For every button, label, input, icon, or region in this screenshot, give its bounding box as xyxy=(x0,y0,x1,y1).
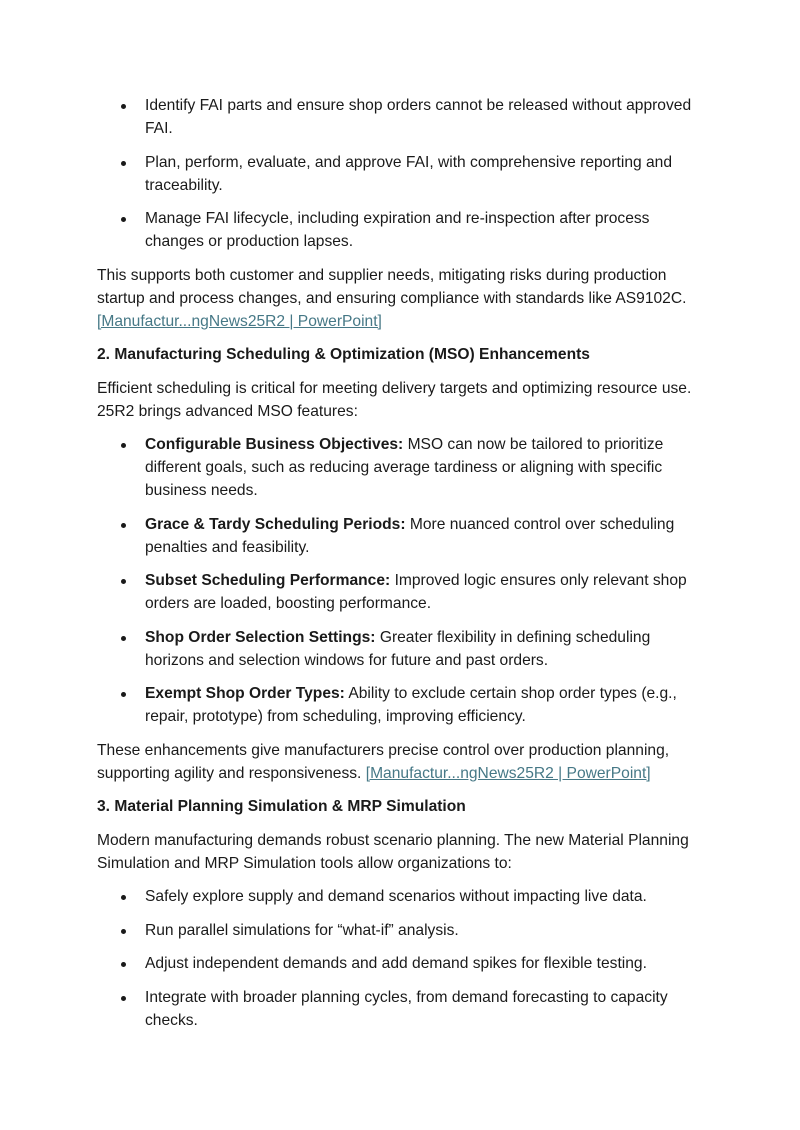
list-item xyxy=(145,626,700,672)
list-item: Adjust independent demands and add demand spikes for flexible testing. xyxy=(145,952,700,975)
list-item: Safely explore supply and demand scenarios without impacting live data. xyxy=(145,885,700,908)
feature-term: Shop Order Selection Settings: xyxy=(145,628,376,646)
list-item: Identify FAI parts and ensure shop orders cannot be released without approved FAI. xyxy=(145,94,700,140)
feature-term: Subset Scheduling Performance: xyxy=(145,572,391,589)
source-link[interactable]: [Manufactur...ngNews25R2 | PowerPoint] xyxy=(365,764,651,782)
mso-intro-paragraph: Efficient scheduling is critical for meeting delivery targets and optimizing resource use. 25R2 brings advanced MSO features: xyxy=(97,379,692,420)
list-item: Integrate with broader planning cycles, from demand forecasting to capacity checks. xyxy=(145,986,700,1032)
feature-text: Improved logic ensures only relevant shop orders are loaded, boosting performance. xyxy=(145,572,687,612)
simulation-intro-paragraph: Modern manufacturing demands robust scenario planning. The new Material Planning Simulation and MRP Simulation tools allow organizations to: xyxy=(97,831,689,872)
simulation-capabilities-list xyxy=(97,885,700,1032)
feature-term: Exempt Shop Order Types: xyxy=(145,685,345,702)
list-item: Run parallel simulations for “what-if” analysis. xyxy=(145,919,700,942)
paragraph-text: This supports both customer and supplier needs, mitigating risks during production startup and process changes, and ensuring compliance with standards like AS9102C. xyxy=(97,266,687,307)
source-link[interactable]: [Manufactur...ngNews25R2 | PowerPoint] xyxy=(97,312,382,330)
list-item xyxy=(145,433,700,502)
feature-text: MSO can now be tailored to prioritize different goals, such as reducing average tardiness or aligning with specific business needs. xyxy=(145,436,664,499)
feature-text: Greater flexibility in defining scheduling horizons and selection windows for future and past orders. xyxy=(145,628,651,669)
list-item: Manage FAI lifecycle, including expiration and re-inspection after process changes or production lapses. xyxy=(145,207,700,253)
fai-summary-paragraph xyxy=(97,264,700,333)
paragraph-text: These enhancements give manufacturers precise control over production planning, supporting agility and responsiveness. xyxy=(97,741,670,782)
feature-term: Configurable Business Objectives: xyxy=(145,436,404,453)
list-item: Plan, perform, evaluate, and approve FAI, with comprehensive reporting and traceability. xyxy=(145,151,700,197)
list-item xyxy=(145,569,700,615)
list-item xyxy=(145,682,700,728)
feature-term: Grace & Tardy Scheduling Periods: xyxy=(145,515,406,533)
section-heading-mso: 2. Manufacturing Scheduling & Optimization (MSO) Enhancements xyxy=(97,346,590,363)
list-item xyxy=(145,513,700,559)
feature-text: More nuanced control over scheduling penalties and feasibility. xyxy=(145,515,675,556)
feature-text: Ability to exclude certain shop order types (e.g., repair, prototype) from scheduling, improving efficiency. xyxy=(145,685,677,725)
section-heading-simulation: 3. Material Planning Simulation & MRP Simulation xyxy=(97,798,466,815)
fai-capabilities-list xyxy=(97,94,700,253)
mso-features-list xyxy=(97,433,700,728)
mso-outro-paragraph xyxy=(97,739,700,785)
